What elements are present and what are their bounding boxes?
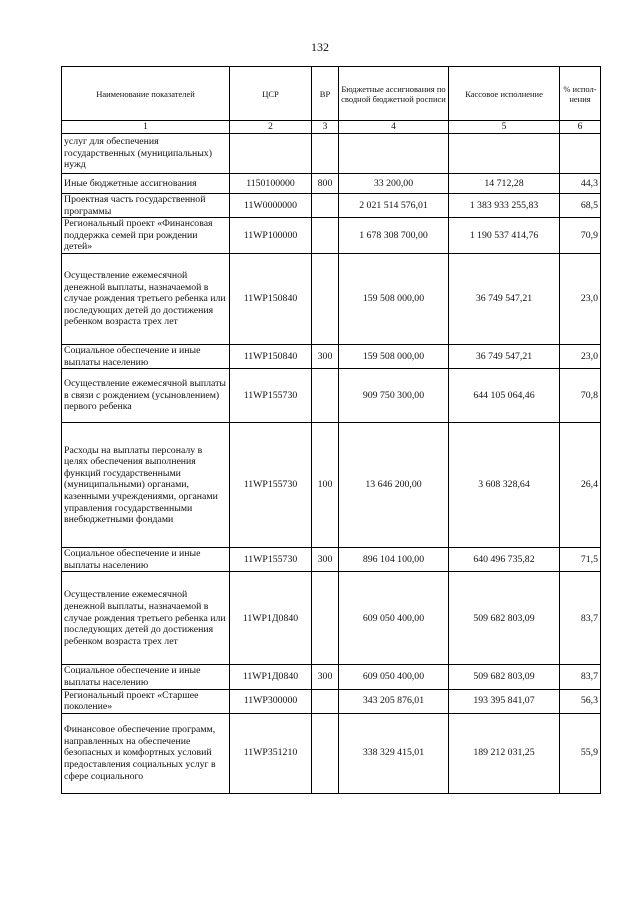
table-row — [62, 194, 601, 218]
execution-percent-cell: 70,8 — [560, 369, 601, 423]
cash-amount-cell: 14 712,28 — [449, 174, 560, 194]
execution-percent-cell: 83,7 — [560, 665, 601, 689]
budget-amount-cell: 609 050 400,00 — [339, 665, 449, 689]
csr-code-cell: 11WP155730 — [230, 548, 312, 572]
table-row — [62, 689, 601, 713]
vr-code-cell — [312, 253, 339, 344]
cash-amount-cell: 3 608 328,64 — [449, 423, 560, 548]
csr-code-cell: 11WP1Д0840 — [230, 665, 312, 689]
cash-amount-cell — [449, 134, 560, 174]
table-row — [62, 423, 601, 548]
csr-code-cell: 11WP155730 — [230, 423, 312, 548]
execution-percent-cell: 55,9 — [560, 713, 601, 793]
table-row — [62, 218, 601, 254]
vr-code-cell: 100 — [312, 423, 339, 548]
indicator-name-cell: Проектная часть государственной программы — [62, 194, 230, 218]
table-row — [62, 253, 601, 344]
execution-percent-cell: 26,4 — [560, 423, 601, 548]
csr-code-cell: 11WP1Д0840 — [230, 572, 312, 665]
table-body — [62, 134, 601, 794]
column-number: 3 — [312, 121, 339, 134]
table-row — [62, 134, 601, 174]
header-indicator-name: Наименование показателей — [62, 67, 230, 121]
budget-amount-cell: 343 205 876,01 — [339, 689, 449, 713]
indicator-name-cell: Социальное обеспечение и иные выплаты населению — [62, 548, 230, 572]
vr-code-cell — [312, 194, 339, 218]
budget-amount-cell: 909 750 300,00 — [339, 369, 449, 423]
execution-percent-cell: 70,9 — [560, 218, 601, 254]
column-number: 5 — [449, 121, 560, 134]
execution-percent-cell: 83,7 — [560, 572, 601, 665]
csr-code-cell: 11WP351210 — [230, 713, 312, 793]
header-row — [62, 67, 601, 121]
csr-code-cell: 11WP155730 — [230, 369, 312, 423]
column-number: 2 — [230, 121, 312, 134]
indicator-name-cell: Иные бюджетные ассигнования — [62, 174, 230, 194]
cash-amount-cell: 193 395 841,07 — [449, 689, 560, 713]
column-number: 1 — [62, 121, 230, 134]
indicator-name-cell: Региональный проект «Финансовая поддержка семей при рождении детей» — [62, 218, 230, 254]
table-row — [62, 344, 601, 368]
header-vr: ВР — [312, 67, 339, 121]
csr-code-cell: 11WP150840 — [230, 344, 312, 368]
budget-amount-cell: 33 200,00 — [339, 174, 449, 194]
csr-code-cell: 11WP150840 — [230, 253, 312, 344]
cash-amount-cell: 36 749 547,21 — [449, 253, 560, 344]
vr-code-cell: 300 — [312, 548, 339, 572]
table-row — [62, 572, 601, 665]
column-number-row — [62, 121, 601, 134]
indicator-name-cell: Осуществление ежемесячной денежной выплаты, назначаемой в случае рождения третьего ребенка или последующих детей до достижения ребенком возраста трех лет — [62, 572, 230, 665]
budget-amount-cell: 159 508 000,00 — [339, 253, 449, 344]
table-row — [62, 369, 601, 423]
execution-percent-cell: 23,0 — [560, 253, 601, 344]
budget-amount-cell: 1 678 308 700,00 — [339, 218, 449, 254]
csr-code-cell: 11WP300000 — [230, 689, 312, 713]
cash-amount-cell: 189 212 031,25 — [449, 713, 560, 793]
budget-amount-cell: 159 508 000,00 — [339, 344, 449, 368]
execution-percent-cell: 56,3 — [560, 689, 601, 713]
budget-execution-table — [61, 66, 601, 794]
vr-code-cell: 300 — [312, 665, 339, 689]
indicator-name-cell: Региональный проект «Старшее поколение» — [62, 689, 230, 713]
page-number: 132 — [311, 40, 329, 54]
cash-amount-cell: 640 496 735,82 — [449, 548, 560, 572]
cash-amount-cell: 1 190 537 414,76 — [449, 218, 560, 254]
cash-amount-cell: 509 682 803,09 — [449, 572, 560, 665]
execution-percent-cell: 71,5 — [560, 548, 601, 572]
execution-percent-cell: 23,0 — [560, 344, 601, 368]
header-execution-percent: % испол-нения — [560, 67, 601, 121]
vr-code-cell — [312, 689, 339, 713]
csr-code-cell — [230, 134, 312, 174]
header-csr: ЦСР — [230, 67, 312, 121]
indicator-name-cell: Осуществление ежемесячной выплаты в связи с рождением (усыновлением) первого ребенка — [62, 369, 230, 423]
indicator-name-cell: Расходы на выплаты персоналу в целях обеспечения выполнения функций государственными (муниципальными) органами, казенными учреждениями, органами управления государственными внебюджетными фондами — [62, 423, 230, 548]
vr-code-cell — [312, 572, 339, 665]
execution-percent-cell — [560, 134, 601, 174]
budget-amount-cell: 338 329 415,01 — [339, 713, 449, 793]
vr-code-cell — [312, 369, 339, 423]
column-number: 6 — [560, 121, 601, 134]
indicator-name-cell: услуг для обеспечения государственных (муниципальных) нужд — [62, 134, 230, 174]
csr-code-cell: 1150100000 — [230, 174, 312, 194]
budget-amount-cell: 13 646 200,00 — [339, 423, 449, 548]
cash-amount-cell: 644 105 064,46 — [449, 369, 560, 423]
table-row — [62, 548, 601, 572]
table-row — [62, 713, 601, 793]
vr-code-cell — [312, 218, 339, 254]
budget-amount-cell: 896 104 100,00 — [339, 548, 449, 572]
vr-code-cell: 800 — [312, 174, 339, 194]
indicator-name-cell: Финансовое обеспечение программ, направленных на обеспечение безопасных и комфортных условий предоставления социальных услуг в сфере социального — [62, 713, 230, 793]
execution-percent-cell: 44,3 — [560, 174, 601, 194]
table-row — [62, 174, 601, 194]
budget-amount-cell: 609 050 400,00 — [339, 572, 449, 665]
cash-amount-cell: 509 682 803,09 — [449, 665, 560, 689]
vr-code-cell: 300 — [312, 344, 339, 368]
header-cash-execution: Кассовое исполнение — [449, 67, 560, 121]
vr-code-cell — [312, 134, 339, 174]
cash-amount-cell: 1 383 933 255,83 — [449, 194, 560, 218]
indicator-name-cell: Социальное обеспечение и иные выплаты населению — [62, 344, 230, 368]
indicator-name-cell: Социальное обеспечение и иные выплаты населению — [62, 665, 230, 689]
budget-amount-cell: 2 021 514 576,01 — [339, 194, 449, 218]
cash-amount-cell: 36 749 547,21 — [449, 344, 560, 368]
budget-amount-cell — [339, 134, 449, 174]
csr-code-cell: 11WP100000 — [230, 218, 312, 254]
execution-percent-cell: 68,5 — [560, 194, 601, 218]
csr-code-cell: 11W0000000 — [230, 194, 312, 218]
table-row — [62, 665, 601, 689]
indicator-name-cell: Осуществление ежемесячной денежной выплаты, назначаемой в случае рождения третьего ребенка или последующих детей до достижения ребенком возраста трех лет — [62, 253, 230, 344]
header-budget-allocations: Бюджетные ассигнования по сводной бюджетной росписи — [339, 67, 449, 121]
column-number: 4 — [339, 121, 449, 134]
vr-code-cell — [312, 713, 339, 793]
